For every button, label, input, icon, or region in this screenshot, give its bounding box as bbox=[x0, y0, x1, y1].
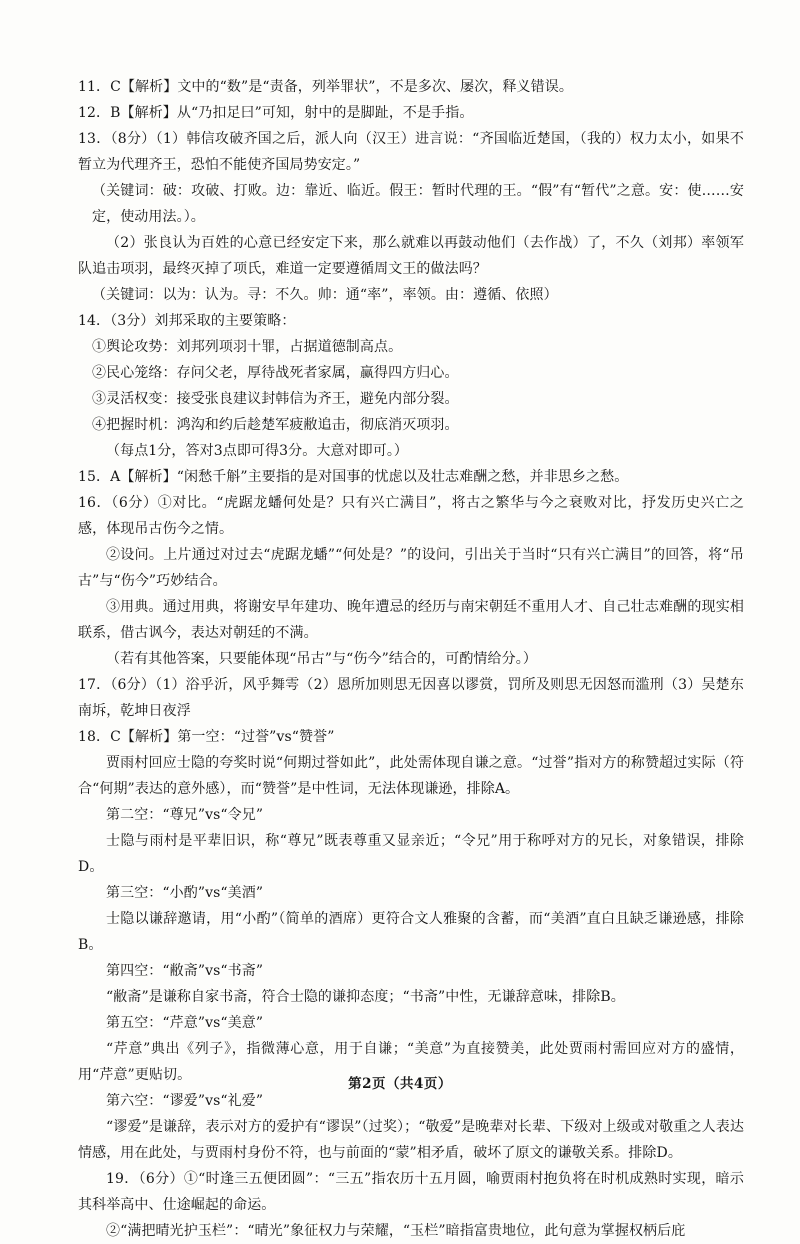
answer-19-point2: ②“满把晴光护玉栏”：“晴光”象征权力与荣耀，“玉栏”暗指富贵地位，此句意为掌握权柄后庇 bbox=[106, 1223, 686, 1239]
answer-11: 11．C【解析】文中的“数”是“责备，列举罪状”，不是多次、屡次，释义错误。 bbox=[78, 79, 573, 95]
answer-16-point1: 16．（6分）①对比。“虎踞龙蟠何处是？只有兴亡满目”，将古之繁华与今之衰败对比，抒发历史兴亡之感，体现吊古伤今之情。 bbox=[78, 495, 744, 537]
answer-18-blank3-heading: 第三空：“小酌”vs“美酒” bbox=[106, 885, 264, 901]
answer-13-part1: 13．（8分）（1）韩信攻破齐国之后，派人向（汉王）进言说：“齐国临近楚国，（我的）权力太小，如果不暂立为代理齐王，恐怕不能使齐国局势安定。” bbox=[78, 131, 744, 173]
answer-18-blank3-explanation: 士隐以谦辞邀请，用“小酌”（简单的酒席）更符合文人雅聚的含蓄，而“美酒”直白且缺乏谦逊感，排除B。 bbox=[78, 911, 744, 953]
answer-17: 17．（6分）（1）浴乎沂，风乎舞雩（2）恩所加则思无因喜以谬赏，罚所及则思无因怒而滥刑（3）吴楚东南坼，乾坤日夜浮 bbox=[78, 677, 744, 719]
answer-15: 15．A【解析】“闲愁千斛”主要指的是对国事的忧虑以及壮志难酬之愁，并非思乡之愁。 bbox=[78, 469, 629, 485]
answer-18-blank5-explanation: “芹意”典出《列子》，指微薄心意，用于自谦；“美意”为直接赞美，此处贾雨村需回应对方的盛情，用“芹意”更贴切。 bbox=[78, 1041, 744, 1083]
answer-18-blank5-heading: 第五空：“芹意”vs“美意” bbox=[106, 1015, 264, 1031]
answer-13-part2: （2）张良认为百姓的心意已经安定下来，那么就难以再鼓动他们（去作战）了，不久（刘邦）率领军队追击项羽，最终灭掉了项氏，难道一定要遵循周文王的做法吗？ bbox=[78, 235, 744, 277]
answer-18-blank2-explanation: 士隐与雨村是平辈旧识，称“尊兄”既表尊重又显亲近；“令兄”用于称呼对方的兄长，对象错误，排除D。 bbox=[78, 833, 744, 875]
answer-18-blank6-explanation: “谬爱”是谦辞，表示对方的爱护有“谬误”（过奖）；“敬爱”是晚辈对长辈、下级对上级或对敬重之人表达情感，用在此处，与贾雨村身份不符，也与前面的“蒙”相矛盾，破坏了原文的谦敬关系。排除D。 bbox=[78, 1119, 744, 1161]
answer-14-point2: ②民心笼络：存问父老，厚待战死者家属，赢得四方归心。 bbox=[92, 365, 459, 381]
answer-19-point1: 19．（6分）①“时逢三五便团圆”：“三五”指农历十五月圆，喻贾雨村抱负将在时机成熟时实现，暗示其科举高中、仕途崛起的命运。 bbox=[78, 1171, 744, 1213]
answer-content bbox=[78, 74, 744, 1244]
answer-14: 14．（3分）刘邦采取的主要策略： bbox=[78, 313, 296, 329]
answer-18-blank6-heading: 第六空：“谬爱”vs“礼爱” bbox=[106, 1093, 264, 1109]
answer-16-point3: ③用典。通过用典，将谢安早年建功、晚年遭忌的经历与南宋朝廷不重用人才、自己壮志难酬的现实相联系，借古讽今，表达对朝廷的不满。 bbox=[78, 599, 744, 641]
answer-13-keywords2: （关键词：以为：认为。寻：不久。帅：通“率”，率领。由：遵循、依照） bbox=[92, 287, 558, 303]
answer-18-blank4-explanation: “敝斋”是谦称自家书斋，符合士隐的谦抑态度；“书斋”中性，无谦辞意味，排除B。 bbox=[106, 989, 625, 1005]
answer-18-blank1-explanation: 贾雨村回应士隐的夸奖时说“何期过誉如此”，此处需体现自谦之意。“过誉”指对方的称赞超过实际（符合“何期”表达的意外感），而“赞誉”是中性词，无法体现谦逊，排除A。 bbox=[78, 755, 744, 797]
answer-18: 18．C【解析】第一空：“过誉”vs“赞誉” bbox=[78, 729, 335, 745]
answer-18-blank4-heading: 第四空：“敝斋”vs“书斋” bbox=[106, 963, 264, 979]
answer-12: 12．B【解析】从“乃扣足曰”可知，射中的是脚趾，不是手指。 bbox=[78, 105, 474, 121]
answer-14-point3: ③灵活权变：接受张良建议封韩信为齐王，避免内部分裂。 bbox=[92, 391, 459, 407]
answer-16-point2: ②设问。上片通过对过去“虎踞龙蟠”“何处是？”的设问，引出关于当时“只有兴亡满目”的回答，将“吊古”与“伤今”巧妙结合。 bbox=[78, 547, 744, 589]
answer-14-note: （每点1分，答对3点即可得3分。大意对即可。） bbox=[106, 443, 409, 459]
answer-14-point4: ④把握时机：鸿沟和约后趁楚军疲敝追击，彻底消灭项羽。 bbox=[92, 417, 459, 433]
answer-14-point1: ①舆论攻势：刘邦列项羽十罪，占据道德制高点。 bbox=[92, 339, 403, 355]
page-number-footer: 第2页（共4页） bbox=[348, 1076, 452, 1092]
answer-13-keywords1: （关键词：破：攻破、打败。边：靠近、临近。假王：暂时代理的王。“假”有“暂代”之意。安：使……安定，使动用法。）。 bbox=[92, 183, 744, 225]
answer-18-blank2-heading: 第二空：“尊兄”vs“令兄” bbox=[106, 807, 264, 823]
answer-16-note: （若有其他答案，只要能体现“吊古”与“伤今”结合的，可酌情给分。） bbox=[106, 651, 537, 667]
